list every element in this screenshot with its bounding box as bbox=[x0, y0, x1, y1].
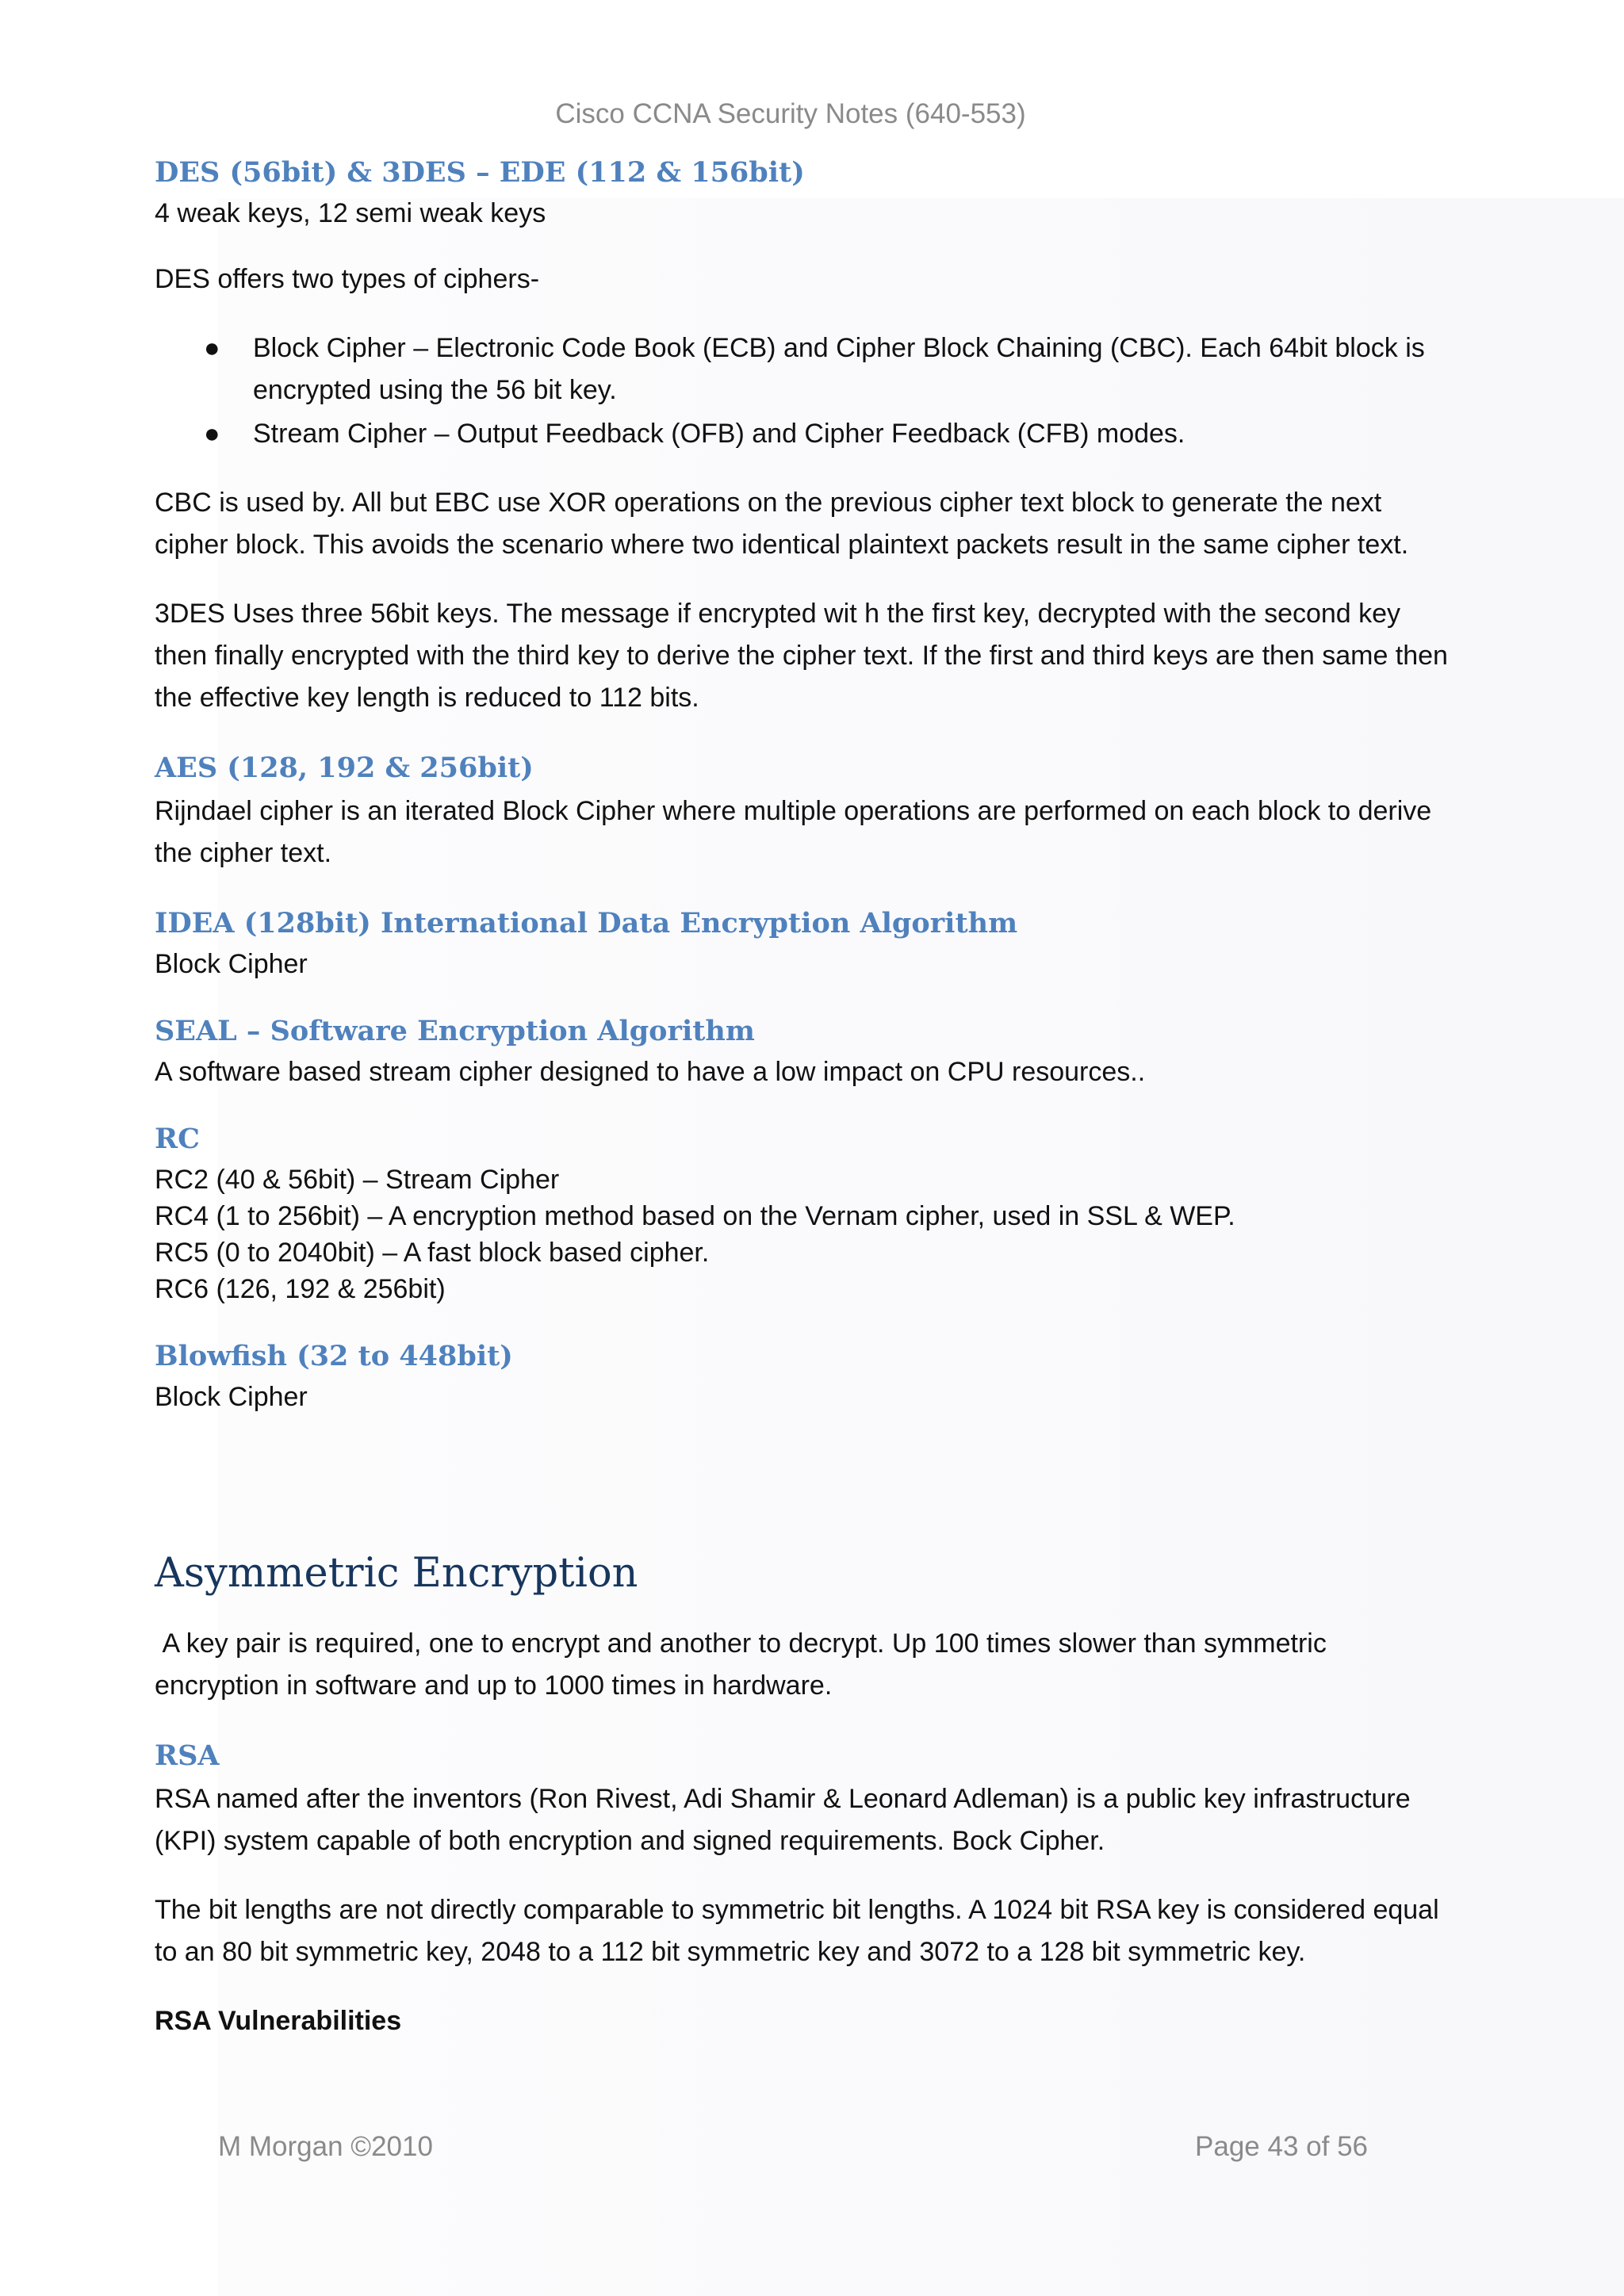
idea-text: Block Cipher bbox=[155, 949, 308, 979]
triple-des-paragraph: 3DES Uses three 56bit keys. The message if encrypted wit h the first key, decrypted with the second key then finally encrypted with the third key to derive the cipher text. If the first and third keys are then same then the effective key length is reduced to 112 bits. bbox=[155, 599, 1448, 713]
heading-rsa: RSA bbox=[155, 1739, 220, 1772]
heading-seal: SEAL – Software Encryption Algorithm bbox=[155, 1015, 755, 1047]
cbc-paragraph: CBC is used by. All but EBC use XOR operations on the previous cipher text block to generate the next cipher block. This avoids the scenario where two identical plaintext packets result in the same cipher text. bbox=[155, 488, 1409, 560]
rsa-text: RSA named after the inventors (Ron Rivest, Adi Shamir & Leonard Adleman) is a public key infrastructure (KPI) system capable of both encryption and signed requirements. Bock Cipher. bbox=[155, 1784, 1411, 1856]
heading-aes: AES (128, 192 & 256bit) bbox=[155, 752, 534, 784]
heading-rc: RC bbox=[155, 1123, 200, 1155]
rc-line: RC2 (40 & 56bit) – Stream Cipher bbox=[155, 1165, 560, 1195]
rc-line: RC4 (1 to 256bit) – A encryption method based on the Vernam cipher, used in SSL & WEP. bbox=[155, 1201, 1235, 1231]
list-item-text: Block Cipher – Electronic Code Book (ECB) and Cipher Block Chaining (CBC). Each 64bit block is encrypted using the 56 bit key. bbox=[253, 333, 1425, 405]
heading-idea: IDEA (128bit) International Data Encryption Algorithm bbox=[155, 907, 1018, 939]
list-item bbox=[155, 327, 1455, 411]
rsa-bit-lengths: The bit lengths are not directly comparable to symmetric bit lengths. A 1024 bit RSA key is considered equal to an 80 bit symmetric key, 2048 to a 112 bit symmetric key and 3072 to a 128 bit symmetric key. bbox=[155, 1895, 1439, 1967]
rc-line: RC5 (0 to 2040bit) – A fast block based cipher. bbox=[155, 1238, 710, 1268]
running-header: Cisco CCNA Security Notes (640-553) bbox=[555, 98, 1026, 129]
des-weak-keys: 4 weak keys, 12 semi weak keys bbox=[155, 198, 546, 228]
footer-author: M Morgan ©2010 bbox=[218, 2131, 433, 2162]
heading-asymmetric-encryption: Asymmetric Encryption bbox=[155, 1550, 638, 1597]
blowfish-text: Block Cipher bbox=[155, 1382, 308, 1412]
list-item-text: Stream Cipher – Output Feedback (OFB) and Cipher Feedback (CFB) modes. bbox=[253, 419, 1185, 449]
des-intro: DES offers two types of ciphers- bbox=[155, 264, 540, 294]
des-cipher-list bbox=[155, 327, 1455, 455]
document-body bbox=[155, 151, 1455, 2042]
bullet-icon: ● bbox=[204, 333, 220, 363]
bullet-icon: ● bbox=[204, 419, 220, 449]
list-item bbox=[155, 413, 1455, 455]
footer-page-number: Page 43 of 56 bbox=[1195, 2131, 1368, 2162]
asymmetric-text: A key pair is required, one to encrypt and another to decrypt. Up 100 times slower than symmetric encryption in software and up to 1000 times in hardware. bbox=[155, 1628, 1335, 1701]
rc-list bbox=[155, 1161, 1455, 1307]
rsa-vulnerabilities-heading: RSA Vulnerabilities bbox=[155, 2006, 402, 2036]
rc-line: RC6 (126, 192 & 256bit) bbox=[155, 1274, 446, 1304]
seal-text: A software based stream cipher designed to have a low impact on CPU resources.. bbox=[155, 1057, 1146, 1087]
heading-des: DES (56bit) & 3DES – EDE (112 & 156bit) bbox=[155, 156, 805, 189]
heading-blowfish: Blowfish (32 to 448bit) bbox=[155, 1340, 513, 1372]
aes-text: Rijndael cipher is an iterated Block Cipher where multiple operations are performed on each block to derive the cipher text. bbox=[155, 796, 1432, 868]
